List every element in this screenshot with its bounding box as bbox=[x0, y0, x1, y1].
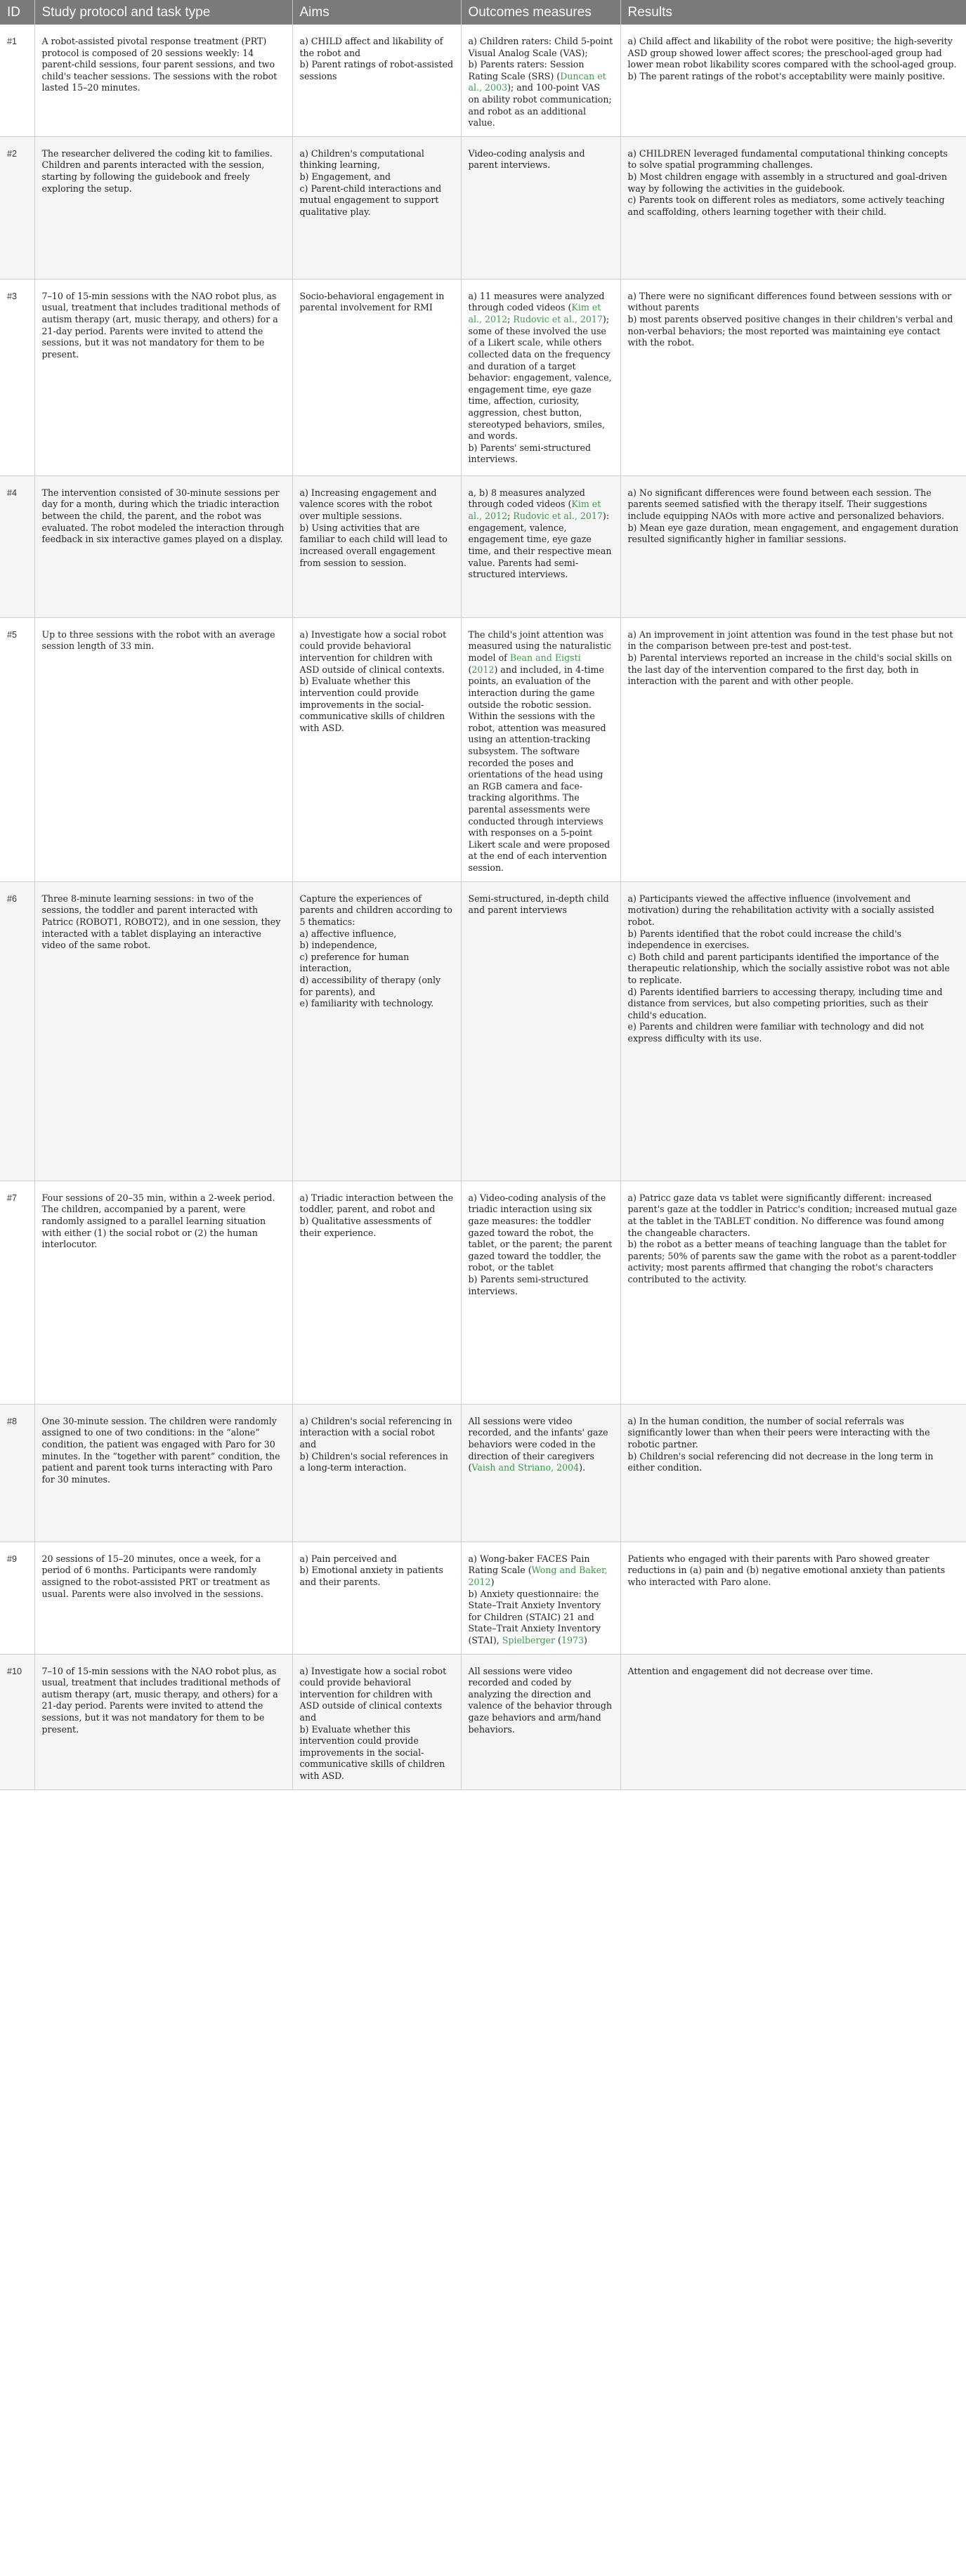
protocol-cell bbox=[34, 25, 292, 136]
aims-cell-line: c) Parent-child interactions and mutual engagement to support qualitative play. bbox=[299, 183, 442, 217]
header-outcomes: Outcomes measures bbox=[461, 0, 620, 25]
results-cell-line: a) An improvement in joint attention was found in the test phase but not in the comparison between pre-test and post-test. bbox=[627, 629, 953, 652]
outcomes-line bbox=[469, 442, 613, 466]
outcomes-cell bbox=[461, 881, 620, 1181]
outcomes-text: ; bbox=[507, 511, 514, 522]
outcomes-text: Semi-structured, in-depth child and parent interviews bbox=[468, 893, 609, 916]
results-cell-line: a) Child affect and likability of the robot were positive; the high-severity ASD group showed lower affect scores; the preschool-aged group had lower mean robot likability scores compared with the school-aged group. bbox=[627, 36, 957, 70]
results-cell-line: a) In the human condition, the number of social referrals was significantly lower than when their peers were interacting with the robotic partner. bbox=[627, 1415, 930, 1450]
outcomes-line bbox=[469, 1192, 613, 1274]
aims-cell-line: e) familiarity with technology. bbox=[299, 998, 434, 1009]
outcomes-text: a) Wong-baker FACES Pain Rating Scale ( bbox=[468, 1553, 590, 1576]
protocol-cell bbox=[34, 1404, 292, 1542]
results-cell bbox=[620, 475, 966, 617]
header-aims: Aims bbox=[292, 0, 461, 25]
outcomes-text: a) Children raters: Child 5-point Visual Analog Scale (VAS); bbox=[468, 36, 613, 58]
aims-cell-line: a) affective influence, bbox=[299, 928, 397, 939]
aims-cell-line: a) Children's social referencing in interaction with a social robot and bbox=[299, 1415, 452, 1450]
protocol-cell-line: 7–10 of 15-min sessions with the NAO robot plus, as usual, treatment that includes traditional methods of autism therapy (art, music therapy, and others) for a 21-day period. Parents were invited to attend the sessions, but it was not mandatory for them to be present. bbox=[41, 1665, 280, 1735]
row-id: #5 bbox=[0, 617, 34, 881]
citation-link[interactable]: Rudovic et al., 2017 bbox=[513, 511, 603, 522]
row-id: #2 bbox=[0, 136, 34, 279]
outcomes-text: ( bbox=[555, 1634, 561, 1645]
protocol-cell bbox=[34, 881, 292, 1181]
aims-cell-line: a) Investigate how a social robot could provide behavioral intervention for children with ASD outside of clinical contexts. bbox=[299, 629, 447, 675]
outcomes-text: b) Parents raters: Session Rating Scale (SRS) ( bbox=[468, 59, 585, 81]
results-cell bbox=[620, 1542, 966, 1654]
outcomes-line bbox=[469, 1553, 613, 1589]
results-cell bbox=[620, 881, 966, 1181]
aims-cell-line: Socio-behavioral engagement in parental involvement for RMI bbox=[299, 290, 445, 313]
results-cell bbox=[620, 617, 966, 881]
table-row bbox=[0, 1404, 966, 1542]
outcomes-text: ) and included, in 4-time points, an evaluation of the interaction during the game outside the robotic session. Within the sessions with the robot, attention was measured using an attention-tracking subsystem. The software recorded the poses and orientations of the head using an RGB camera and face-tracking algorithms. The parental assessments were conducted through interviews with responses on a 5-point Likert scale and were proposed at the end of each intervention session. bbox=[468, 664, 611, 874]
results-cell-line: b) the robot as a better means of teaching language than the tablet for parents; 50% of parents saw the game with the robot as a parent-toddler activity; most parents affirmed that changing the robot's characters contributed to the activity. bbox=[627, 1239, 956, 1284]
results-cell-line: a) There were no significant differences found between sessions with or without parents bbox=[627, 290, 952, 313]
row-id: #9 bbox=[0, 1542, 34, 1654]
citation-link[interactable]: Duncan et al., 2003 bbox=[468, 70, 606, 93]
aims-cell-line: b) Children's social references in a long-term interaction. bbox=[299, 1450, 448, 1473]
outcomes-cell bbox=[461, 1181, 620, 1404]
outcomes-text: ) bbox=[490, 1576, 495, 1587]
results-cell-line: b) Children's social referencing did not decrease in the long term in either condition. bbox=[627, 1450, 934, 1473]
header-row bbox=[0, 0, 966, 25]
results-cell bbox=[620, 1654, 966, 1789]
row-id: #8 bbox=[0, 1404, 34, 1542]
protocol-cell bbox=[34, 1654, 292, 1789]
outcomes-text: b) Anxiety questionnaire: the State–Trait Anxiety Inventory for Children (STAIC) 21 and State–Trait Anxiety Inventory (STAI), bbox=[468, 1588, 601, 1645]
citation-link[interactable]: Kim et al., 2012 bbox=[468, 499, 601, 522]
outcomes-text: a) 11 measures were analyzed through coded videos ( bbox=[468, 290, 605, 313]
results-cell-line: e) Parents and children were familiar with technology and did not express difficulty with its use. bbox=[627, 1021, 925, 1044]
outcomes-cell bbox=[461, 279, 620, 475]
results-cell bbox=[620, 1181, 966, 1404]
outcomes-text: a, b) 8 measures analyzed through coded videos ( bbox=[468, 487, 585, 510]
aims-cell bbox=[292, 1542, 461, 1654]
outcomes-line bbox=[469, 148, 613, 171]
aims-cell-line: a) Pain perceived and bbox=[299, 1553, 397, 1564]
results-cell-line: c) Parents took on different roles as mediators, some actively teaching and scaffolding, others learning together with their child. bbox=[627, 195, 945, 217]
outcomes-text: All sessions were video recorded, and the infants' gaze behaviors were coded in the direction of their caregivers ( bbox=[468, 1415, 608, 1473]
aims-cell bbox=[292, 1654, 461, 1789]
outcomes-line bbox=[469, 36, 613, 59]
protocol-cell bbox=[34, 617, 292, 881]
outcomes-line bbox=[469, 59, 613, 129]
protocol-cell-line: Four sessions of 20–35 min, within a 2-week period. The children, accompanied by a parent, were randomly assigned to a parallel learning situation with either (1) the social robot or (2) the human interlocutor. bbox=[41, 1192, 275, 1250]
row-id: #7 bbox=[0, 1181, 34, 1404]
outcomes-text: b) Parents semi-structured interviews. bbox=[468, 1273, 589, 1296]
aims-cell-line: Capture the experiences of parents and children according to 5 thematics: bbox=[299, 893, 452, 927]
protocol-cell bbox=[34, 136, 292, 279]
protocol-cell-line: Three 8-minute learning sessions: in two of the sessions, the toddler and parent interacted with Patricc (ROBOT1, ROBOT2), and in one session, they interacted with a tablet displaying an interactive video of the same robot. bbox=[41, 893, 281, 951]
table-row bbox=[0, 881, 966, 1181]
outcomes-cell bbox=[461, 136, 620, 279]
outcomes-cell bbox=[461, 25, 620, 136]
results-cell-line: b) The parent ratings of the robot's acceptability were mainly positive. bbox=[627, 70, 946, 81]
aims-cell-line: b) Using activities that are familiar to each child will lead to increased overall engagement from session to session. bbox=[299, 522, 448, 568]
results-cell-line: b) Parental interviews reported an increase in the child's social skills on the last day of the intervention compared to the first day, both in interaction with the parent and with other people. bbox=[627, 652, 953, 687]
results-cell bbox=[620, 279, 966, 475]
header-id: ID bbox=[0, 0, 34, 25]
aims-cell bbox=[292, 25, 461, 136]
outcomes-text: The child's joint attention was measured using the naturalistic model of bbox=[468, 629, 611, 664]
protocol-cell bbox=[34, 475, 292, 617]
table-row bbox=[0, 279, 966, 475]
results-cell-line: b) most parents observed positive changes in their children's verbal and non-verbal behaviors; the most reported was maintaining eye contact with the robot. bbox=[627, 314, 953, 348]
results-cell-line: a) CHILDREN leveraged fundamental computational thinking concepts to solve spatial programming challenges. bbox=[627, 147, 948, 171]
outcomes-text: Video-coding analysis and parent interviews. bbox=[468, 147, 585, 171]
aims-cell-line: b) independence, bbox=[299, 940, 377, 951]
aims-cell-line: d) accessibility of therapy (only for parents), and bbox=[299, 974, 441, 997]
outcomes-cell bbox=[461, 1542, 620, 1654]
protocol-cell bbox=[34, 1542, 292, 1654]
results-cell bbox=[620, 25, 966, 136]
protocol-cell bbox=[34, 279, 292, 475]
outcomes-text: ( bbox=[468, 664, 472, 675]
protocol-cell bbox=[34, 1181, 292, 1404]
table-row bbox=[0, 1181, 966, 1404]
aims-cell-line: a) Triadic interaction between the toddler, parent, and robot and bbox=[299, 1192, 454, 1215]
aims-cell bbox=[292, 1404, 461, 1542]
outcomes-line bbox=[469, 487, 613, 581]
protocol-cell-line: The intervention consisted of 30-minute sessions per day for a month, during which the triadic interaction between the child, the parent, and the robot was evaluated. The robot modeled the interaction through feedback in six interactive games played on a display. bbox=[41, 487, 285, 545]
aims-cell bbox=[292, 475, 461, 617]
outcomes-line bbox=[469, 1416, 613, 1474]
aims-cell bbox=[292, 617, 461, 881]
protocol-cell-line: A robot-assisted pivotal response treatment (PRT) protocol is composed of 20 sessions weekly: 14 parent-child sessions, four parent sessions, and two child's teacher sessions. The sessions with the robot lasted 15–20 minutes. bbox=[41, 36, 278, 93]
outcomes-text: a) Video-coding analysis of the triadic interaction using six gaze measures: the toddler gazed toward the robot, the tablet, or the parent; the parent gazed toward the toddler, the robot, or the tablet bbox=[468, 1192, 613, 1273]
results-cell-line: c) Both child and parent participants identified the importance of the therapeutic relationship, which the socially assistive robot was not able to replicate. bbox=[627, 951, 950, 985]
outcomes-text: ). bbox=[579, 1462, 586, 1473]
aims-cell bbox=[292, 279, 461, 475]
row-id: #6 bbox=[0, 881, 34, 1181]
aims-cell-line: b) Engagement, and bbox=[299, 171, 391, 183]
aims-cell-line: b) Emotional anxiety in patients and their parents. bbox=[299, 1565, 443, 1587]
citation-link[interactable]: Rudovic et al., 2017 bbox=[513, 314, 603, 325]
results-cell-line: a) Participants viewed the affective influence (involvement and motivation) during the rehabilitation activity with a socially assisted robot. bbox=[627, 893, 934, 927]
aims-cell-line: b) Qualitative assessments of their experience. bbox=[299, 1215, 431, 1238]
header-protocol: Study protocol and task type bbox=[34, 0, 292, 25]
outcomes-text: ; bbox=[507, 314, 514, 325]
results-cell-line: Attention and engagement did not decrease over time. bbox=[627, 1665, 873, 1676]
outcomes-text: b) Parents' semi-structured interviews. bbox=[468, 442, 592, 465]
aims-cell bbox=[292, 1181, 461, 1404]
table-row bbox=[0, 25, 966, 136]
table-row bbox=[0, 1542, 966, 1654]
protocol-cell-line: 7–10 of 15-min sessions with the NAO robot plus, as usual, treatment that includes traditional methods of autism therapy (art, music therapy, and others) for a 21-day period. Parents were invited to attend the sessions, but it was not mandatory for them to be present. bbox=[41, 290, 280, 360]
table-row bbox=[0, 617, 966, 881]
aims-cell-line: a) Investigate how a social robot could provide behavioral intervention for children with ASD outside of clinical contexts and bbox=[299, 1665, 447, 1723]
outcomes-cell bbox=[461, 1404, 620, 1542]
outcomes-cell bbox=[461, 1654, 620, 1789]
aims-cell bbox=[292, 136, 461, 279]
aims-cell-line: c) preference for human interaction, bbox=[299, 951, 410, 974]
citation-link[interactable]: 1973 bbox=[561, 1634, 585, 1645]
outcomes-line bbox=[469, 1666, 613, 1736]
results-cell-line: a) No significant differences were found between each session. The parents seemed satisfied with the therapy itself. Their suggestions include equipping NAOs with more active and personalized behaviors. bbox=[627, 487, 944, 522]
aims-cell-line: a) CHILD affect and likability of the robot and bbox=[299, 36, 443, 58]
citation-link[interactable]: Kim et al., 2012 bbox=[468, 302, 601, 325]
aims-cell bbox=[292, 881, 461, 1181]
protocol-cell-line: Up to three sessions with the robot with an average session length of 33 min. bbox=[41, 629, 275, 652]
aims-cell-line: b) Parent ratings of robot-assisted sessions bbox=[299, 59, 454, 81]
table-row bbox=[0, 136, 966, 279]
outcomes-cell bbox=[461, 617, 620, 881]
protocol-cell-line: The researcher delivered the coding kit to families. Children and parents interacted with the session, starting by following the guidebook and freely exploring the setup. bbox=[41, 147, 273, 194]
results-cell bbox=[620, 136, 966, 279]
outcomes-text: ): engagement, valence, engagement time, eye gaze time, and their respective mean value. Parents had semi-structured interviews. bbox=[468, 511, 612, 580]
row-id: #4 bbox=[0, 475, 34, 617]
outcomes-line bbox=[469, 291, 613, 442]
aims-cell-line: a) Increasing engagement and valence scores with the robot over multiple sessions. bbox=[299, 487, 437, 522]
outcomes-text: ); and 100-point VAS on ability robot communication; and robot as an additional value. bbox=[468, 82, 612, 129]
results-cell-line: b) Mean eye gaze duration, mean engagement, and engagement duration resulted significantly higher in familiar sessions. bbox=[627, 522, 959, 545]
aims-cell-line: a) Children's computational thinking learning, bbox=[299, 147, 424, 171]
citation-link[interactable]: Vaish and Striano, 2004 bbox=[471, 1462, 580, 1473]
protocol-cell-line: 20 sessions of 15–20 minutes, once a week, for a period of 6 months. Participants were randomly assigned to the robot-assisted PRT or treatment as usual. Parents were also involved in the sessions. bbox=[41, 1553, 270, 1599]
outcomes-text: ); some of these involved the use of a Likert scale, while others collected data on the frequency and duration of a target behavior: engagement, valence, engagement time, eye gaze time, affection, curiosity, aggression, chest button, stereotyped behaviors, smiles, and words. bbox=[468, 314, 612, 442]
table-row bbox=[0, 475, 966, 617]
citation-link[interactable]: Bean and Eigsti bbox=[509, 652, 581, 664]
citation-link[interactable]: Wong and Baker, 2012 bbox=[468, 1565, 608, 1587]
protocol-cell-line: One 30-minute session. The children were randomly assigned to one of two conditions: in the “alone” condition, the patient was engaged with Paro for 30 minutes. In the “together with parent” condition, the patient and parent took turns interacting with Paro for 30 minutes. bbox=[41, 1415, 280, 1485]
results-cell-line: a) Patricc gaze data vs tablet were significantly different: increased parent's gaze at the toddler in Patricc's condition; increased mutual gaze at the tablet in the TABLET condition. No difference was found among the changeable characters. bbox=[627, 1192, 957, 1238]
outcomes-line bbox=[469, 629, 613, 874]
outcomes-line bbox=[469, 1274, 613, 1297]
citation-link[interactable]: Spielberger bbox=[502, 1634, 556, 1645]
aims-cell-line: b) Evaluate whether this intervention could provide improvements in the social-communicative skills of children with ASD. bbox=[299, 676, 445, 733]
results-cell bbox=[620, 1404, 966, 1542]
results-cell-line: b) Most children engage with assembly in a structured and goal-driven way by following the activities in the guidebook. bbox=[627, 171, 948, 194]
results-cell-line: b) Parents identified that the robot could increase the child's independence in exercises. bbox=[627, 928, 902, 951]
row-id: #10 bbox=[0, 1654, 34, 1789]
table-row bbox=[0, 1654, 966, 1789]
aims-cell-line: b) Evaluate whether this intervention could provide improvements in the social-communicative skills of children with ASD. bbox=[299, 1723, 445, 1782]
header-results: Results bbox=[620, 0, 966, 25]
citation-link[interactable]: 2012 bbox=[471, 664, 495, 675]
outcomes-cell bbox=[461, 475, 620, 617]
outcomes-text: All sessions were video recorded and coded by analyzing the direction and valence of the behavior through gaze behaviors and arm/hand behaviors. bbox=[468, 1665, 613, 1735]
row-id: #1 bbox=[0, 25, 34, 136]
results-cell-line: Patients who engaged with their parents with Paro showed greater reductions in (a) pain and (b) negative emotional anxiety than patients who interacted with Paro alone. bbox=[627, 1553, 946, 1587]
row-id: #3 bbox=[0, 279, 34, 475]
outcomes-line bbox=[469, 893, 613, 916]
results-cell-line: d) Parents identified barriers to accessing therapy, including time and distance from services, but also competing priorities, such as their child's education. bbox=[627, 986, 943, 1020]
outcomes-line bbox=[469, 1589, 613, 1647]
outcomes-text: ) bbox=[584, 1634, 587, 1645]
